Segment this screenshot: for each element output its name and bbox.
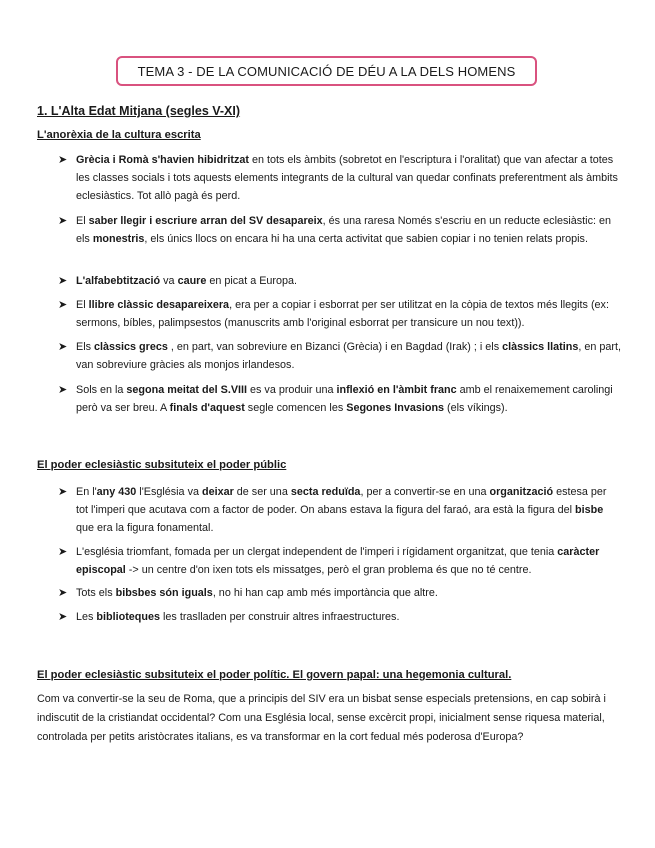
text-segment: , en part, van sobreviure gràcies als monjos irlandesos.: [76, 341, 621, 371]
body-paragraph: Com va convertir-se la seu de Roma, que a principis del SIV era un bisbat sense especials pretensions, en cap sobirà i indiscutit de la cristiandat occidental? Com una Església local, sense excèrcit propi, inicialment sense riquesa material, controlada per petits aristòcrates italians, es va transformar en la cort fedual més poderosa d'Europa?: [37, 693, 606, 743]
text-segment: en tots els àmbits (sobretot en l'escriptura i l'oralitat) que van afectar a totes les classes socials i tots aquests elements integrants de la cultural van quedar confinats preferentment als àmbits eclesiàstics. Tot allò pagà és perd.: [76, 154, 618, 202]
text-segment: Els: [76, 341, 94, 353]
list-item: [76, 338, 621, 374]
text-segment: Les: [76, 611, 97, 623]
text-segment: Sols en la: [76, 384, 127, 396]
bold-text: llibre clàssic desapareixera: [88, 299, 230, 311]
bold-text: bisbe: [575, 504, 604, 516]
arrow-bullet-icon: ➤: [58, 154, 68, 166]
bold-text: inflexió en l'àmbit franc: [336, 384, 457, 396]
arrow-bullet-icon: ➤: [58, 299, 68, 311]
text-segment: amb el renaixemement carolingi però va ser breu. A: [76, 384, 613, 414]
bold-text: organització: [489, 486, 554, 498]
subsection-heading-1: L'anorèxia de la cultura escrita: [37, 129, 201, 141]
arrow-bullet-icon: ➤: [58, 486, 68, 498]
bold-text: clàssics llatins: [502, 341, 579, 353]
bold-text: secta reduïda: [290, 486, 361, 498]
bold-text: caràcter episcopal: [76, 546, 600, 576]
bold-text: biblioteques: [96, 611, 161, 623]
bold-text: saber llegir i escriure arran del SV desapareix: [88, 215, 323, 227]
bold-text: segona meitat del S.VIII: [126, 384, 248, 396]
section-heading: 1. L'Alta Edat Mitjana (segles V-XI): [37, 104, 241, 118]
page-title: TEMA 3 - DE LA COMUNICACIÓ DE DÉU A LA DELS HOMENS: [137, 63, 516, 79]
text-segment: (els víkings).: [444, 402, 508, 414]
bold-text: deixar: [201, 486, 234, 498]
text-segment: que era la figura fonamental.: [76, 522, 214, 534]
subsection-heading-3: El poder eclesiàstic subsituteix el poder polític. El govern papal: una hegemonia cultural.: [37, 669, 512, 681]
text-segment: segle comencen les: [244, 402, 347, 414]
bold-text: L'alfabebtització: [76, 275, 161, 287]
bold-text: any 430: [96, 486, 137, 498]
list-item: [76, 483, 621, 537]
text-segment: , per a convertir-se en una: [360, 486, 490, 498]
text-segment: Tots els: [76, 587, 116, 599]
arrow-bullet-icon: ➤: [58, 587, 68, 599]
text-segment: , en part, van sobreviure en Bizanci (Grècia) i en Bagdad (Irak) ; i els: [167, 341, 503, 353]
subsection-heading-2: El poder eclesiàstic subsituteix el poder públic: [37, 459, 287, 471]
list-item: [76, 543, 621, 579]
bold-text: bibsbes són iguals: [115, 587, 213, 599]
arrow-bullet-icon: ➤: [58, 215, 68, 227]
list-item: [76, 151, 621, 205]
text-segment: estesa per tot l'imperi que acutava com a factor de poder. On abans estava la figura del faraó, ara està la figura del: [76, 486, 607, 516]
text-segment: en picat a Europa.: [206, 275, 298, 287]
text-segment: es va produir una: [247, 384, 337, 396]
arrow-bullet-icon: ➤: [58, 275, 68, 287]
text-segment: les traslladen per construir altres infraestructures.: [160, 611, 400, 623]
text-segment: L'església triomfant, fomada per un clergat independent de l'imperi i rígidament organitzat, que tenia: [76, 546, 558, 558]
list-item: [76, 272, 621, 290]
list-item: [76, 212, 621, 248]
bold-text: Grècia i Romà s'havien hibidritzat: [76, 154, 249, 166]
text-segment: En l': [76, 486, 97, 498]
text-segment: de ser una: [233, 486, 291, 498]
text-segment: va: [160, 275, 178, 287]
text-segment: , era per a copiar i esborrat per ser utilitzat en la còpia de textos més llegits (ex: sermons, bíbles, palimpsestos (manuscrits amb l'original esborrat per transicure un nou text)).: [76, 299, 609, 329]
text-segment: El: [76, 299, 89, 311]
text-segment: El: [76, 215, 89, 227]
bold-text: monestris: [92, 233, 145, 245]
arrow-bullet-icon: ➤: [58, 546, 68, 558]
list-item: [76, 608, 621, 626]
text-segment: , és una raresa Només s'escriu en un reducte eclesiàstic: en els: [76, 215, 611, 245]
list-item: [76, 296, 621, 332]
bold-text: Segones Invasions: [346, 402, 445, 414]
text-segment: l'Església va: [136, 486, 202, 498]
text-segment: , els únics llocs on encara hi ha una certa activitat que sabien copiar i no tenien relats propis.: [144, 233, 588, 245]
arrow-bullet-icon: ➤: [58, 611, 68, 623]
arrow-bullet-icon: ➤: [58, 384, 68, 396]
text-segment: -> un centre d'on ixen tots els missatges, però el gran problema és que no té centre.: [125, 564, 532, 576]
list-item: [76, 584, 621, 602]
text-segment: , no hi han cap amb més importància que altre.: [212, 587, 438, 599]
bold-text: clàssics grecs: [94, 341, 168, 353]
arrow-bullet-icon: ➤: [58, 341, 68, 353]
bold-text: caure: [177, 275, 207, 287]
title-box: [116, 56, 537, 86]
list-item: [76, 381, 621, 417]
bold-text: finals d'aquest: [169, 402, 245, 414]
